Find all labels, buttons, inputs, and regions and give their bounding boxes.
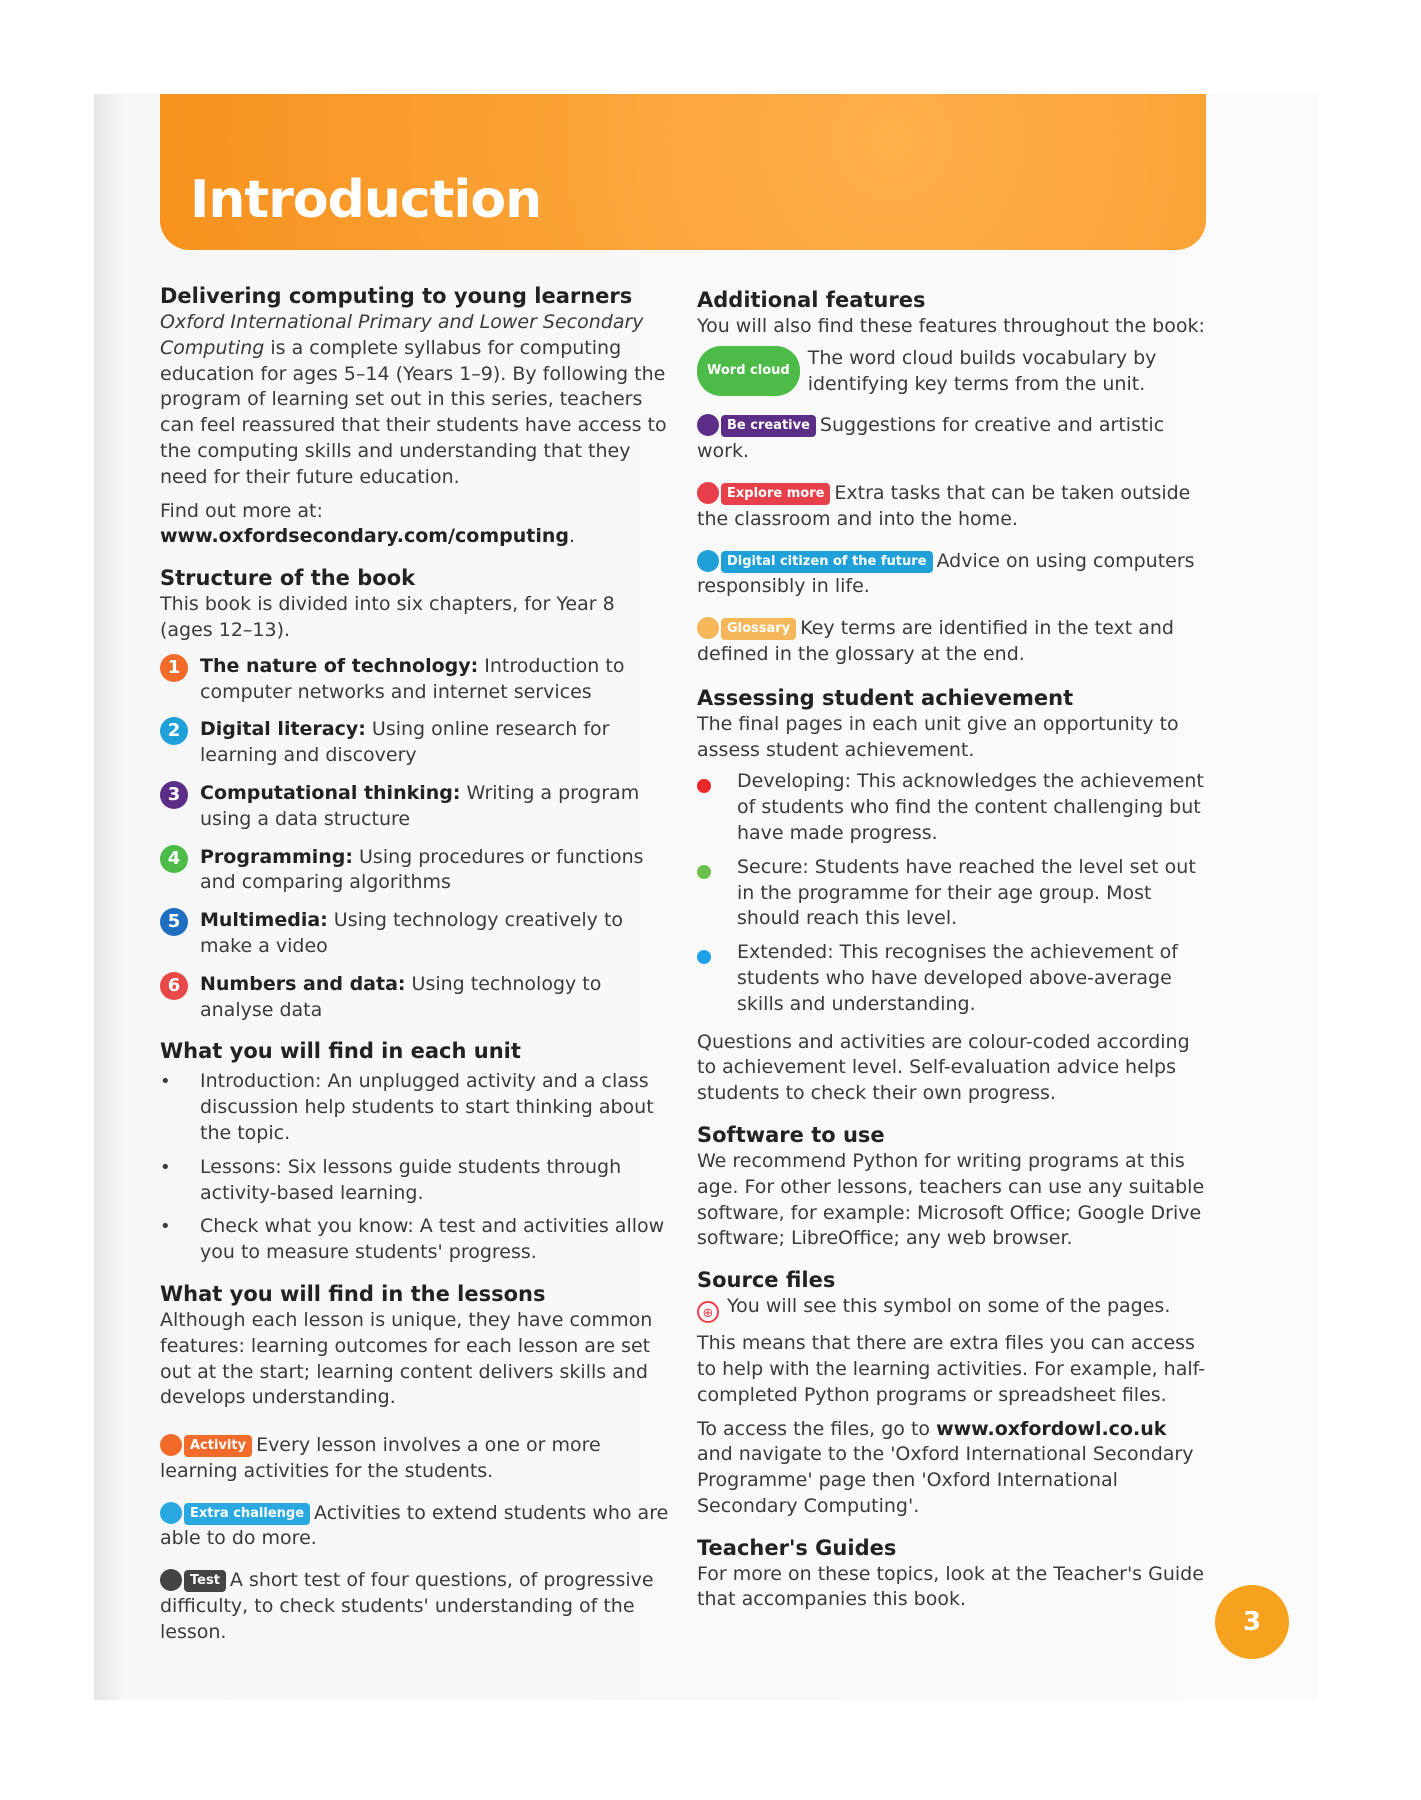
chapter-text: [200, 781, 670, 833]
list-item: [160, 1069, 670, 1146]
heading: What you will find in each unit: [160, 1039, 521, 1064]
feature-badge: Test: [184, 1570, 226, 1592]
text: is a complete syllabus for computing education for ages 5–14 (Years 1–9). By following the program of learning set out in this series, teachers can feel reassured that their students have access to the computing skills and understanding that they need for their future education.: [160, 336, 667, 488]
chapter-desc: Using procedures or functions and comparing algorithms: [200, 845, 644, 894]
bullet-icon: •: [160, 1071, 171, 1093]
chapter-text: [200, 908, 670, 960]
bullet-icon: •: [160, 1216, 171, 1238]
achievement-levels: [697, 769, 1207, 1017]
heading: Software to use: [697, 1122, 885, 1147]
feature-text: Suggestions for creative and artistic work.: [697, 414, 1165, 463]
additional-features: [697, 413, 1207, 667]
chapter-number-icon: 4: [160, 845, 188, 873]
list-item: [160, 1214, 670, 1266]
feature-badge: Glossary: [721, 618, 796, 640]
chapter-desc: Writing a program using a data structure: [200, 781, 640, 830]
chapter-desc: Using online research for learning and discovery: [200, 718, 610, 767]
paragraph: Questions and activities are colour-coded according to achievement level. Self-evaluation advice helps students to check their own progress.: [697, 1030, 1190, 1105]
level-text: Developing: This acknowledges the achievement of students who find the content challenging but have made progress.: [737, 770, 1204, 844]
paragraph: This book is divided into six chapters, for Year 8 (ages 12–13).: [160, 593, 615, 641]
paragraph: The final pages in each unit give an opportunity to assess student achievement.: [697, 712, 1179, 761]
paragraph: This means that there are extra files you can access to help with the learning activities. For example, half-completed Python programs or spreadsheet files.: [697, 1332, 1206, 1406]
feature-text: Activities to extend students who are able to do more.: [160, 1501, 669, 1550]
book-icon: [697, 617, 719, 639]
paragraph: For more on these topics, look at the Teacher's Guide that accompanies this book.: [697, 1562, 1204, 1611]
feature-text: Every lesson involves a one or more learning activities for the students.: [160, 1434, 601, 1482]
feature-item: [697, 549, 1207, 601]
gear-icon: [160, 1434, 182, 1456]
feature-item: [160, 1568, 670, 1645]
find-more: Find out more at:: [160, 499, 323, 522]
chapter-text: [200, 654, 670, 706]
feature-text: Advice on using computers responsibly in life.: [697, 549, 1195, 598]
list-text: Lessons: Six lessons guide students through activity-based learning.: [200, 1155, 622, 1204]
chapter-item: [160, 845, 670, 897]
chapter-desc: Introduction to computer networks and internet services: [200, 654, 625, 703]
paragraph: [160, 310, 670, 491]
chapter-item: [160, 908, 670, 960]
text: You will see this symbol on some of the pages.: [727, 1295, 1171, 1318]
chapter-title: Computational thinking:: [200, 781, 461, 804]
word-cloud-badge: Word cloud: [697, 346, 800, 396]
url-line: [160, 524, 670, 550]
heading: Structure of the book: [160, 566, 416, 591]
feature-item: [160, 1501, 670, 1553]
heading: Source files: [697, 1268, 836, 1293]
feature-word-cloud: [697, 346, 1207, 398]
check-icon: [160, 1569, 182, 1591]
feature-item: [160, 1433, 670, 1485]
heading: Teacher's Guides: [697, 1535, 897, 1560]
feature-item: [697, 413, 1207, 465]
paragraph: You will also find these features throughout the book:: [697, 315, 1205, 337]
paragraph: Although each lesson is unique, they have common features: learning outcomes for each lesson are set out at the start; learning content delivers skills and develops understanding.: [160, 1308, 653, 1409]
text: To access the files, go to: [697, 1417, 937, 1440]
level-dot-icon: [697, 940, 737, 1017]
feature-badge: Activity: [184, 1435, 252, 1457]
heading: Assessing student achievement: [697, 685, 1074, 710]
heading: What you will find in the lessons: [160, 1281, 546, 1306]
level-dot-icon: [697, 769, 737, 846]
page-title: Introduction: [190, 170, 542, 230]
chapter-item: [160, 654, 670, 706]
list-text: Introduction: An unplugged activity and a class discussion help students to start thinking about the topic.: [200, 1070, 654, 1144]
chapter-number-icon: 5: [160, 908, 188, 936]
feature-text: A short test of four questions, of progressive difficulty, to check students' understanding of the lesson.: [160, 1569, 654, 1643]
chapter-title: Numbers and data:: [200, 972, 406, 995]
bullet-icon: •: [160, 1156, 171, 1178]
feature-text: Key terms are identified in the text and defined in the glossary at the end.: [697, 617, 1174, 665]
unit-list: [160, 1069, 670, 1266]
chapter-item: [160, 781, 670, 833]
medal-icon: [697, 550, 719, 572]
book-title: Oxford International Primary and Lower Secondary Computing: [160, 311, 644, 359]
star-icon: [697, 482, 719, 504]
chapter-number-icon: 6: [160, 972, 188, 1000]
heading: Delivering computing to young learners: [160, 284, 633, 308]
chapter-number-icon: 3: [160, 781, 188, 809]
right-column: [697, 286, 1207, 1619]
level-text: Secure: Students have reached the level set out in the programme for their age group. Most should reach this level.: [737, 855, 1196, 930]
feature-text: Extra tasks that can be taken outside the classroom and into the home.: [697, 481, 1191, 530]
list-item: [160, 1155, 670, 1207]
chapter-number-icon: 1: [160, 654, 188, 682]
chapter-item: [160, 717, 670, 769]
level-item: [697, 855, 1207, 932]
chapter-title: The nature of technology:: [200, 654, 479, 677]
paragraph: [697, 1294, 1207, 1323]
chapter-title: Programming:: [200, 845, 353, 868]
chapter-desc: Using technology to analyse data: [200, 972, 602, 1021]
level-item: [697, 769, 1207, 846]
left-column: [160, 282, 670, 1662]
paragraph: We recommend Python for writing programs at this age. For other lessons, teachers can use any suitable software, for example: Microsoft Office; Google Drive software; LibreOffice; any web browser.: [697, 1149, 1205, 1250]
globe-icon: ⊕: [697, 1301, 719, 1323]
chapter-item: [160, 972, 670, 1024]
chapter-desc: Using technology creatively to make a video: [200, 909, 624, 957]
page-number: 3: [1215, 1585, 1289, 1659]
url-link[interactable]: www.oxfordsecondary.com/computing: [160, 525, 569, 548]
chapter-text: [200, 972, 670, 1024]
arrow-icon: [160, 1502, 182, 1524]
chapter-title: Digital literacy:: [200, 718, 366, 741]
chapter-number-icon: 2: [160, 717, 188, 745]
feature-badge: Extra challenge: [184, 1503, 310, 1525]
lesson-features: [160, 1433, 670, 1646]
chapter-text: [200, 845, 670, 897]
heading: Additional features: [697, 288, 926, 312]
chapter-title: Multimedia:: [200, 909, 328, 932]
list-text: Check what you know: A test and activities allow you to measure students' progress.: [200, 1215, 665, 1264]
chapter-list: [160, 654, 670, 1024]
feature-item: [697, 616, 1207, 668]
level-dot-icon: [697, 855, 737, 932]
level-item: [697, 940, 1207, 1017]
palette-icon: [697, 414, 719, 436]
chapter-text: [200, 717, 670, 769]
feature-badge: Explore more: [721, 483, 830, 505]
feature-badge: Digital citizen of the future: [721, 551, 933, 573]
title-banner: [160, 94, 1206, 250]
level-text: Extended: This recognises the achievement of students who have developed above-average skills and understanding.: [737, 941, 1178, 1015]
text: .: [568, 525, 576, 548]
feature-text: The word cloud builds vocabulary by identifying key terms from the unit.: [807, 346, 1157, 395]
owl-link[interactable]: www.oxfordowl.co.uk: [936, 1417, 1167, 1440]
text: and navigate to the 'Oxford International Secondary Programme' page then 'Oxford International Secondary Computing'.: [697, 1443, 1194, 1517]
feature-badge: Be creative: [721, 415, 816, 437]
feature-item: [697, 481, 1207, 533]
paragraph: [697, 1417, 1207, 1520]
